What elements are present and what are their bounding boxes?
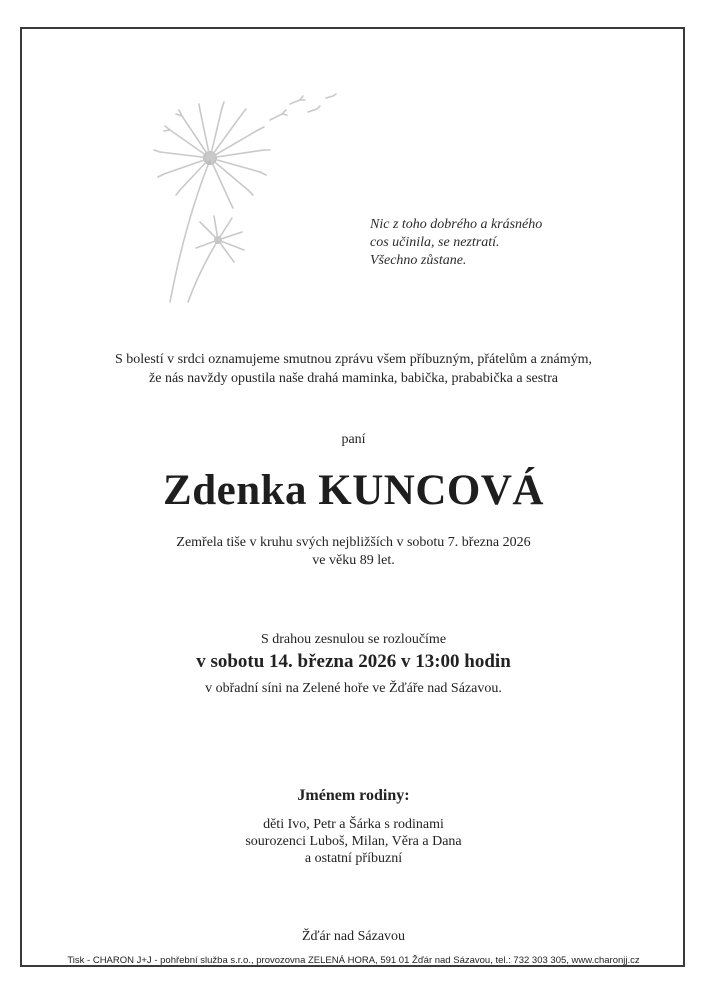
dandelion-icon	[130, 90, 360, 310]
city: Žďár nad Sázavou	[301, 929, 406, 944]
farewell-place: v obřadní síni na Zelené hoře ve Žďáře nad Sázavou.	[205, 681, 502, 696]
family-line: děti Ivo, Petr a Šárka s rodinami	[263, 817, 444, 832]
honorific: paní	[341, 432, 366, 447]
motto-line: cos učinila, se neztratí.	[370, 235, 500, 250]
family-list	[0, 816, 707, 867]
motto-quote	[370, 216, 542, 270]
announcement-line: že nás navždy opustila naše drahá maminka, babička, prababička a sestra	[149, 371, 558, 386]
family-line: sourozenci Luboš, Milan, Věra a Dana	[245, 834, 462, 849]
farewell-datetime: v sobotu 14. března 2026 v 13:00 hodin	[196, 651, 511, 672]
family-line: a ostatní příbuzní	[304, 851, 403, 866]
death-info-line: ve věku 89 let.	[312, 553, 395, 568]
death-info-line: Zemřela tiše v kruhu svých nejbližších v sobotu 7. března 2026	[176, 535, 531, 550]
deceased-name: Zdenka KUNCOVÁ	[163, 467, 544, 514]
death-info	[0, 534, 707, 570]
printer-footer: Tisk - CHARON J+J - pohřební služba s.r.o., provozovna ZELENÁ HORA, 591 01 Žďár nad Sázavou, tel.: 732 303 305, www.charonjj.cz	[67, 955, 640, 966]
announcement-line: S bolestí v srdci oznamujeme smutnou zprávu všem příbuzným, přátelům a známým,	[114, 352, 593, 367]
announcement-text	[0, 350, 707, 388]
family-title: Jménem rodiny:	[297, 787, 410, 804]
farewell-lead: S drahou zesnulou se rozloučíme	[260, 632, 447, 647]
motto-line: Nic z toho dobrého a krásného	[370, 217, 543, 232]
motto-line: Všechno zůstane.	[370, 253, 467, 268]
